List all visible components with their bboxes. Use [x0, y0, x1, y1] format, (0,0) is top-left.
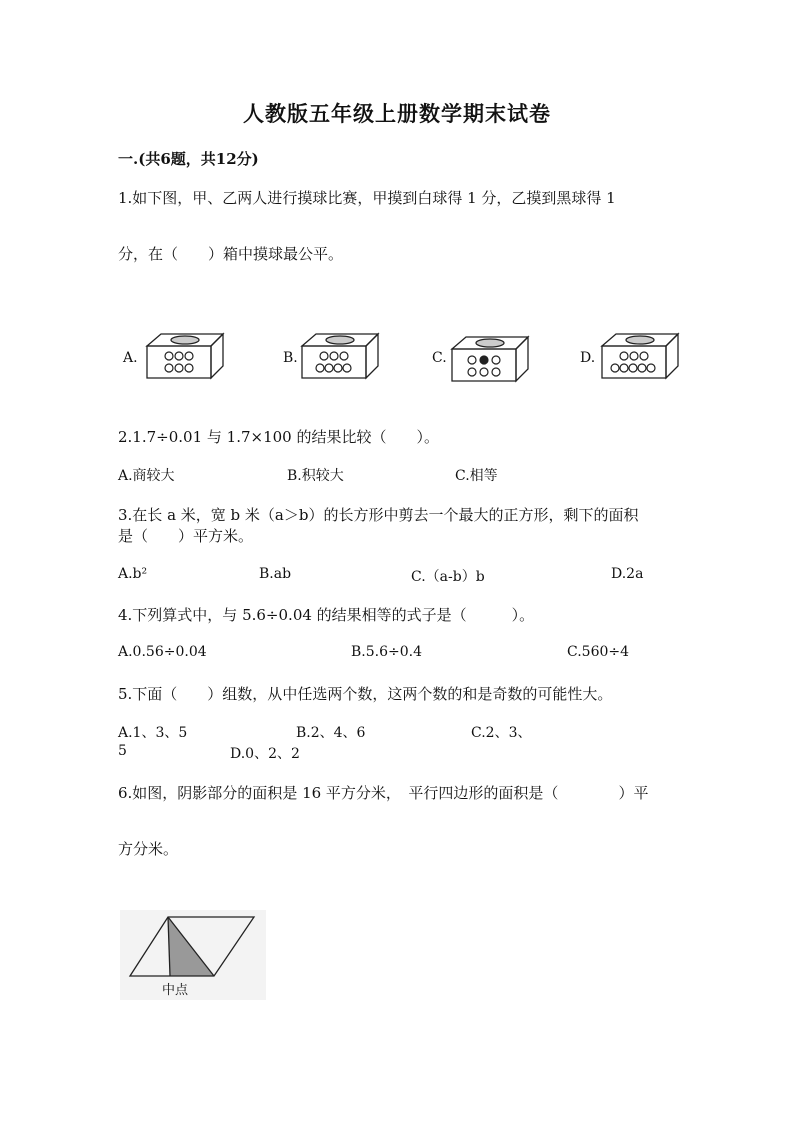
midpoint-label: 中点	[162, 983, 189, 998]
q5-option-c-continued: 5	[118, 743, 127, 759]
q3-option-c: C.（a-b）b	[411, 569, 485, 585]
q5-option-c: C.2、3、	[471, 725, 532, 741]
page-title: 人教版五年级上册数学期末试卷	[243, 101, 551, 126]
question-1-line-2: 分，在（ ）箱中摸球最公平。	[118, 245, 344, 263]
q5-option-a: A.1、3、5	[118, 725, 188, 741]
box-d-image	[598, 330, 680, 380]
question-3-line-1: 3.在长 a 米，宽 b 米（a＞b）的长方形中剪去一个最大的正方形，剩下的面积	[118, 506, 639, 524]
question-6-line-1: 6.如图，阴影部分的面积是 16 平方分米， 平行四边形的面积是（ ）平	[118, 784, 649, 802]
q1-option-c-label: C.	[432, 350, 447, 366]
q5-option-b: B.2、4、6	[296, 725, 366, 741]
parallelogram-diagram	[120, 910, 266, 1000]
question-6-line-2: 方分米。	[118, 840, 179, 858]
question-3-line-2: 是（ ）平方米。	[118, 527, 254, 545]
q3-option-d: D.2a	[611, 566, 644, 582]
q2-option-b: B.积较大	[287, 468, 344, 484]
q4-option-c: C.560÷4	[567, 644, 630, 660]
q4-option-b: B.5.6÷0.4	[351, 644, 422, 660]
parallelogram-figure	[120, 910, 266, 1000]
q5-option-d: D.0、2、2	[230, 746, 300, 762]
q1-option-d-label: D.	[580, 350, 596, 366]
q4-option-a: A.0.56÷0.04	[118, 644, 207, 660]
section-heading: 一.(共6题，共12分)	[118, 150, 259, 168]
q1-option-a-label: A.	[123, 350, 138, 366]
q2-option-a: A.商较大	[118, 468, 175, 484]
q3-option-b: B.ab	[259, 566, 292, 582]
box-b-image	[298, 330, 380, 380]
question-5: 5.下面（ ）组数，从中任选两个数，这两个数的和是奇数的可能性大。	[118, 685, 613, 703]
question-4: 4.下列算式中，与 5.6÷0.04 的结果相等的式子是（ ）。	[118, 606, 535, 624]
box-a-image	[143, 330, 225, 380]
box-c-image	[448, 333, 530, 383]
q1-option-b-label: B.	[283, 350, 298, 366]
q2-option-c: C.相等	[455, 468, 498, 484]
question-2: 2.1.7÷0.01 与 1.7×100 的结果比较（ ）。	[118, 428, 439, 446]
question-1-line-1: 1.如下图，甲、乙两人进行摸球比赛，甲摸到白球得 1 分，乙摸到黑球得 1	[118, 189, 616, 207]
q3-option-a: A.b²	[118, 566, 148, 582]
